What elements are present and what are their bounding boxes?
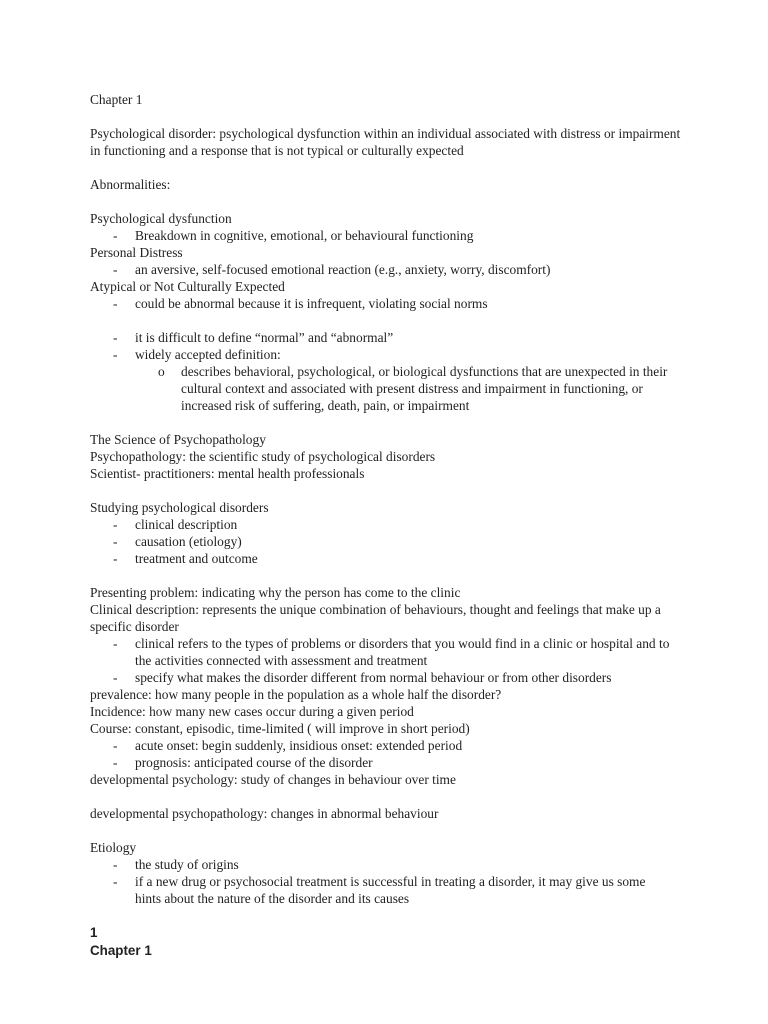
document-body: [90, 91, 690, 907]
page-number: 1: [90, 925, 98, 940]
prevalence-definition: prevalence: how many people in the population as a whole half the disorder?: [90, 687, 502, 702]
circle-bullet: o: [158, 364, 165, 379]
personal-distress-heading: Personal Distress: [90, 245, 183, 260]
dash-bullet: -: [113, 517, 118, 532]
list-item: - acute onset: begin suddenly, insidious onset: extended period: [113, 738, 463, 753]
psychopathology-definition: Psychopathology: the scientific study of psychological disorders: [90, 449, 436, 464]
list-item: - specify what makes the disorder different from normal behaviour or from other disorders: [113, 670, 612, 685]
developmental-psychopathology: developmental psychopathology: changes in abnormal behaviour: [90, 806, 439, 821]
sub-list-item: o describes behavioral, psychological, or biological dysfunctions that are unexpected in their cultural context and associated with present distress and impairment in functioning, or increased risk of suffering, death, pain, or impairment: [158, 364, 668, 413]
list-item: - if a new drug or psychosocial treatment is successful in treating a disorder, it may give us some hints about the nature of the disorder and its causes: [113, 874, 646, 906]
list-item: - causation (etiology): [113, 534, 242, 549]
dash-bullet: -: [113, 534, 118, 549]
psych-dysfunction-heading: Psychological dysfunction: [90, 211, 232, 226]
list-item: - could be abnormal because it is infrequent, violating social norms: [113, 296, 488, 311]
dash-bullet: -: [113, 636, 118, 651]
science-heading: The Science of Psychopathology: [90, 432, 266, 447]
dash-bullet: -: [113, 755, 118, 770]
etiology-heading: Etiology: [90, 840, 137, 855]
footer-chapter: Chapter 1: [90, 943, 152, 958]
dash-bullet: -: [113, 228, 118, 243]
dash-bullet: -: [113, 874, 118, 889]
disorder-definition: Psychological disorder: psychological dysfunction within an individual associated with distress or impairment in functioning and a response that is not typical or culturally expected: [90, 126, 681, 158]
list-item: - it is difficult to define “normal” and “abnormal”: [113, 330, 394, 345]
dash-bullet: -: [113, 296, 118, 311]
list-item: - clinical description: [113, 517, 238, 532]
list-item: - an aversive, self-focused emotional reaction (e.g., anxiety, worry, discomfort): [113, 262, 551, 277]
atypical-heading: Atypical or Not Culturally Expected: [90, 279, 285, 294]
list-item: - the study of origins: [113, 857, 239, 872]
presenting-problem: Presenting problem: indicating why the person has come to the clinic: [90, 585, 461, 600]
developmental-psychology: developmental psychology: study of changes in behaviour over time: [90, 772, 456, 787]
dash-bullet: -: [113, 262, 118, 277]
dash-bullet: -: [113, 551, 118, 566]
list-item: - Breakdown in cognitive, emotional, or behavioural functioning: [113, 228, 474, 243]
dash-bullet: -: [113, 347, 118, 362]
dash-bullet: -: [113, 857, 118, 872]
incidence-definition: Incidence: how many new cases occur during a given period: [90, 704, 414, 719]
page-footer: [90, 924, 152, 960]
studying-heading: Studying psychological disorders: [90, 500, 269, 515]
list-item: - treatment and outcome: [113, 551, 258, 566]
dash-bullet: -: [113, 670, 118, 685]
scientist-definition: Scientist- practitioners: mental health professionals: [90, 466, 365, 481]
list-item: - prognosis: anticipated course of the disorder: [113, 755, 373, 770]
list-item: - widely accepted definition:: [113, 347, 281, 362]
list-item: - clinical refers to the types of problems or disorders that you would find in a clinic or hospital and to the activities connected with assessment and treatment: [113, 636, 670, 668]
dash-bullet: -: [113, 738, 118, 753]
chapter-title: Chapter 1: [90, 92, 143, 107]
abnormalities-heading: Abnormalities:: [90, 177, 171, 192]
dash-bullet: -: [113, 330, 118, 345]
clinical-description: Clinical description: represents the unique combination of behaviours, thought and feelings that make up a specific disorder: [90, 602, 661, 634]
course-definition: Course: constant, episodic, time-limited ( will improve in short period): [90, 721, 470, 736]
